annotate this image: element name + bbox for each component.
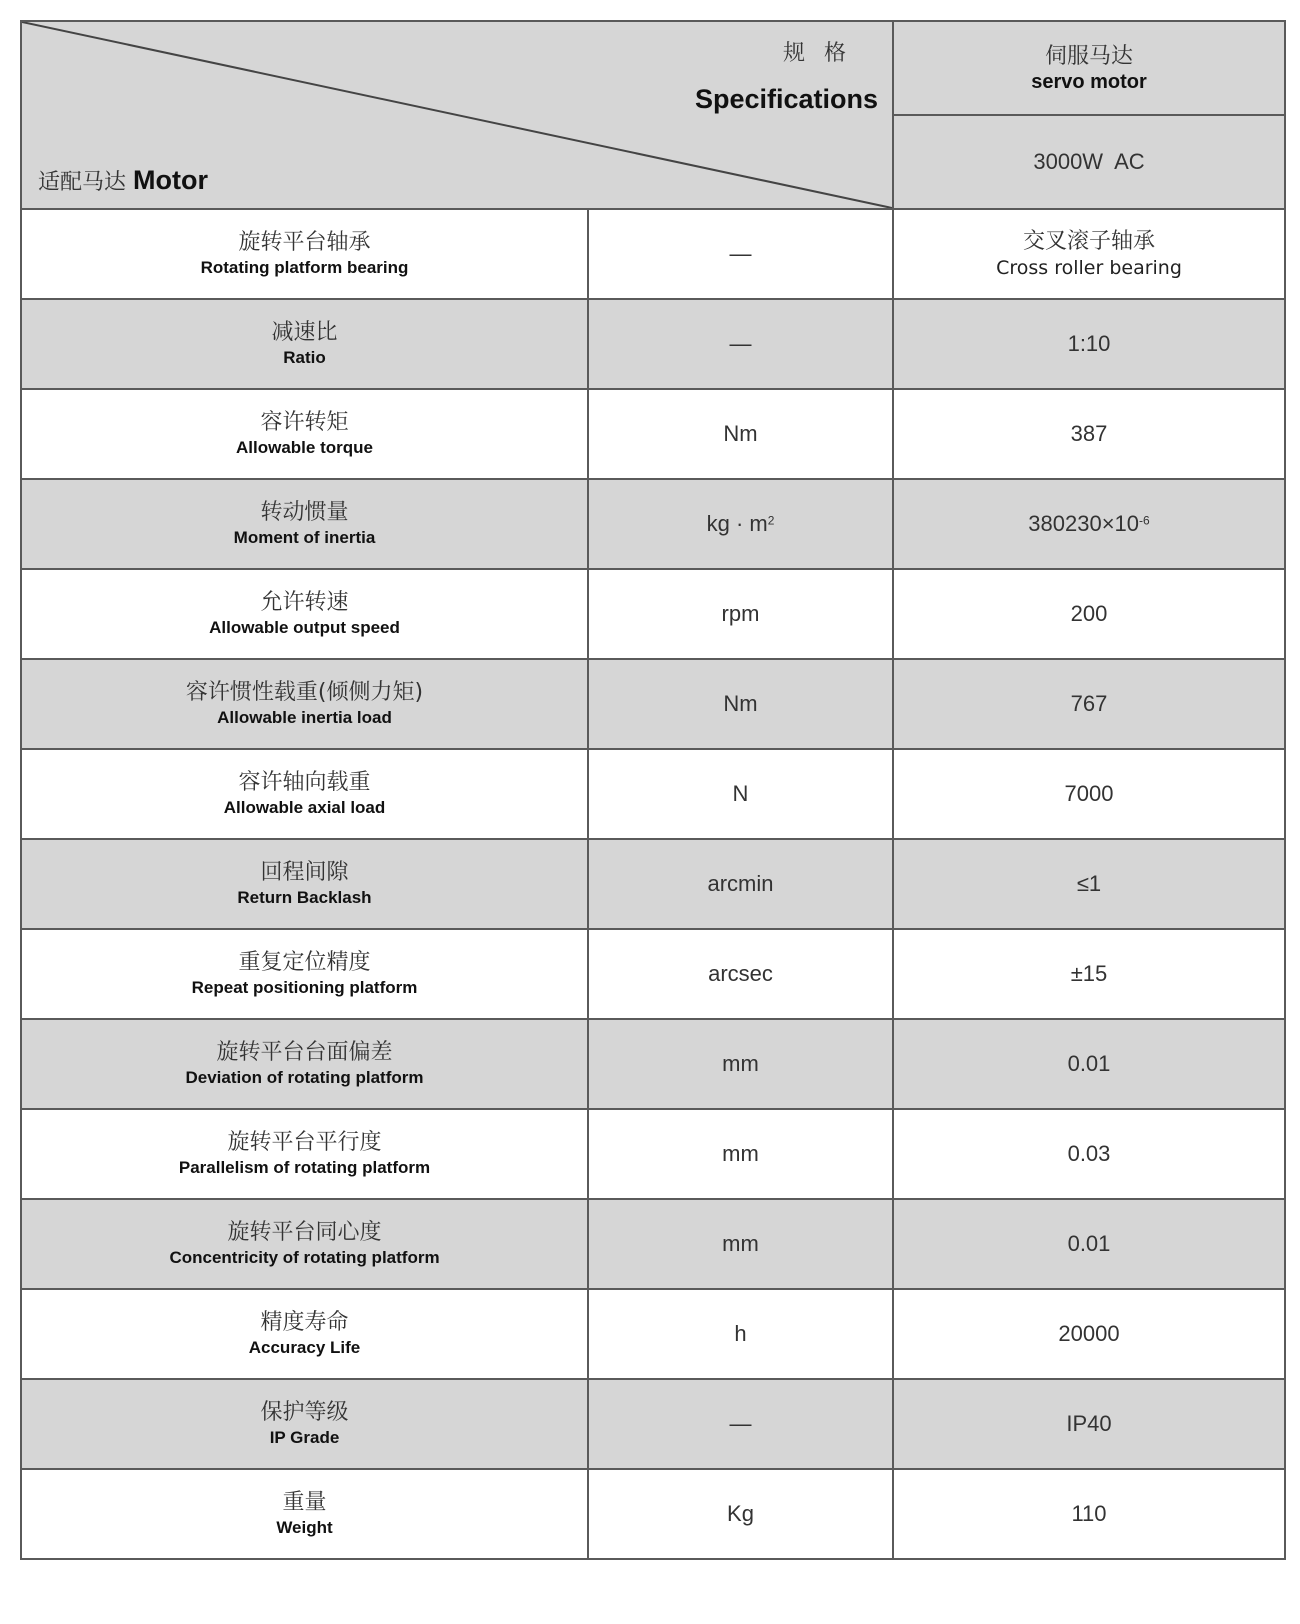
spec-value: 387 [1070,421,1108,446]
spec-unit-cell [588,1109,893,1199]
spec-value-cell [893,389,1285,479]
spec-unit: Nm [723,421,758,446]
spec-name-zh: 容许转矩 [260,410,349,435]
spec-name-zh: 重复定位精度 [238,950,371,975]
spec-name-zh: 容许惯性载重(倾侧力矩) [185,680,424,705]
spec-unit-cell [588,569,893,659]
spec-name-cell [21,479,588,569]
diagonal-header-cell [21,21,893,209]
spec-name-en: Allowable inertia load [217,708,392,727]
spec-row [21,1469,1285,1559]
spec-row [21,749,1285,839]
spec-value-cell [893,209,1285,299]
spec-unit: mm [722,1141,759,1166]
spec-value: 交叉滚子轴承 [1022,229,1155,254]
spec-row [21,839,1285,929]
servo-label-zh: 伺服马达 [1044,44,1133,69]
spec-unit: arcmin [707,871,774,896]
spec-value-cell [893,479,1285,569]
spec-unit-cell [588,1199,893,1289]
spec-name-en: Allowable torque [236,438,373,457]
spec-name-zh: 减速比 [271,320,338,345]
spec-unit-superscript: 2 [767,513,775,528]
spec-row [21,479,1285,569]
spec-name-zh: 旋转平台轴承 [238,230,371,255]
power-value: 3000W AC [1033,149,1145,174]
spec-value-cell [893,659,1285,749]
spec-name-cell [21,569,588,659]
spec-value-cell [893,1379,1285,1469]
spec-unit: Kg [727,1501,754,1526]
spec-value: 0.01 [1067,1051,1111,1076]
spec-name-en: Ratio [283,348,326,367]
spec-name-zh: 旋转平台同心度 [227,1220,382,1245]
spec-unit: — [729,331,752,356]
spec-value: 767 [1070,691,1108,716]
spec-value: 200 [1070,601,1108,626]
spec-unit: h [734,1321,747,1346]
spec-name-en: Repeat positioning platform [191,978,418,997]
spec-name-zh: 回程间隙 [260,860,349,885]
spec-name-cell [21,749,588,839]
spec-row [21,209,1285,299]
spec-name-en: Parallelism of rotating platform [178,1158,431,1177]
spec-name-cell [21,389,588,479]
spec-name-en: Return Backlash [237,888,372,907]
spec-name-cell [21,299,588,389]
spec-row [21,929,1285,1019]
spec-name-cell [21,1199,588,1289]
spec-name-zh: 精度寿命 [260,1310,349,1335]
spec-unit: — [729,241,752,266]
spec-value: 7000 [1064,781,1114,806]
spec-name-cell [21,659,588,749]
spec-unit: N [732,781,749,806]
spec-unit-cell [588,1289,893,1379]
spec-name-cell [21,929,588,1019]
spec-name-zh: 转动惯量 [260,500,349,525]
spec-value-cell [893,569,1285,659]
spec-name-en: Moment of inertia [233,528,376,547]
spec-unit: kg · m [706,511,768,536]
spec-name-zh: 重量 [282,1490,327,1515]
spec-row [21,659,1285,749]
spec-row [21,389,1285,479]
spec-name-cell [21,1289,588,1379]
spec-name-en: Concentricity of rotating platform [169,1248,440,1267]
spec-value: 380230×10 [1028,511,1140,536]
servo-label-en: servo motor [1031,71,1147,93]
spec-value-cell [893,299,1285,389]
spec-row [21,1109,1285,1199]
spec-row [21,299,1285,389]
spec-name-zh: 允许转速 [260,590,349,615]
spec-value-cell [893,1469,1285,1559]
spec-name-en: Deviation of rotating platform [185,1068,424,1087]
spec-row [21,1379,1285,1469]
spec-value-cell [893,929,1285,1019]
spec-value-sub: Cross roller bearing [996,257,1182,279]
spec-unit: mm [722,1231,759,1256]
spec-name-zh: 旋转平台平行度 [227,1130,382,1155]
spec-unit-cell [588,299,893,389]
spec-name-cell [21,209,588,299]
spec-value: IP40 [1066,1411,1112,1436]
spec-value: 20000 [1058,1321,1120,1346]
spec-row [21,1019,1285,1109]
spec-name-en: Accuracy Life [248,1338,361,1357]
spec-name-zh: 旋转平台台面偏差 [216,1040,393,1065]
spec-unit-cell [588,209,893,299]
motor-label-zh: 适配马达 [38,170,127,195]
spec-name-en: Allowable axial load [223,798,386,817]
spec-unit-cell [588,929,893,1019]
spec-name-cell [21,1379,588,1469]
spec-name-cell [21,1019,588,1109]
spec-value: 0.01 [1067,1231,1111,1256]
motor-label [38,165,208,196]
spec-value: ≤1 [1076,871,1102,896]
motor-label-en: Motor [133,165,208,195]
header-row-1 [21,21,1285,115]
spec-unit: arcsec [708,961,773,986]
spec-name-en: IP Grade [269,1428,340,1447]
spec-label-zh: 规 格 [783,41,852,66]
spec-unit-cell [588,479,893,569]
spec-value-cell [893,1289,1285,1379]
spec-name-en: Allowable output speed [209,618,400,637]
spec-row [21,569,1285,659]
spec-name-zh: 保护等级 [260,1400,349,1425]
power-cell [893,115,1285,209]
spec-value: 0.03 [1067,1141,1111,1166]
spec-value: ±15 [1070,961,1108,986]
spec-table [20,20,1286,1560]
spec-value: 110 [1071,1501,1107,1526]
spec-name-cell [21,1109,588,1199]
spec-row [21,1199,1285,1289]
spec-unit-cell [588,1019,893,1109]
spec-unit-cell [588,749,893,839]
spec-value-cell [893,839,1285,929]
spec-label-en: Specifications [694,84,878,114]
spec-unit: mm [722,1051,759,1076]
spec-unit-cell [588,1379,893,1469]
spec-unit: Nm [723,691,758,716]
spec-name-cell [21,1469,588,1559]
spec-name-cell [21,839,588,929]
spec-value-cell [893,749,1285,839]
spec-unit: rpm [721,601,760,626]
spec-name-zh: 容许轴向载重 [238,770,371,795]
servo-motor-cell [893,21,1285,115]
spec-value-superscript: -6 [1139,513,1150,528]
spec-unit-cell [588,839,893,929]
spec-value-cell [893,1019,1285,1109]
spec-name-en: Rotating platform bearing [200,258,409,277]
spec-unit-cell [588,1469,893,1559]
spec-value: 1:10 [1067,331,1111,356]
spec-unit-cell [588,389,893,479]
spec-rows [21,209,1285,1559]
spec-unit: — [729,1411,752,1436]
spec-value-cell [893,1199,1285,1289]
spec-name-en: Weight [276,1518,333,1537]
spec-row [21,1289,1285,1379]
spec-value-cell [893,1109,1285,1199]
spec-unit-cell [588,659,893,749]
